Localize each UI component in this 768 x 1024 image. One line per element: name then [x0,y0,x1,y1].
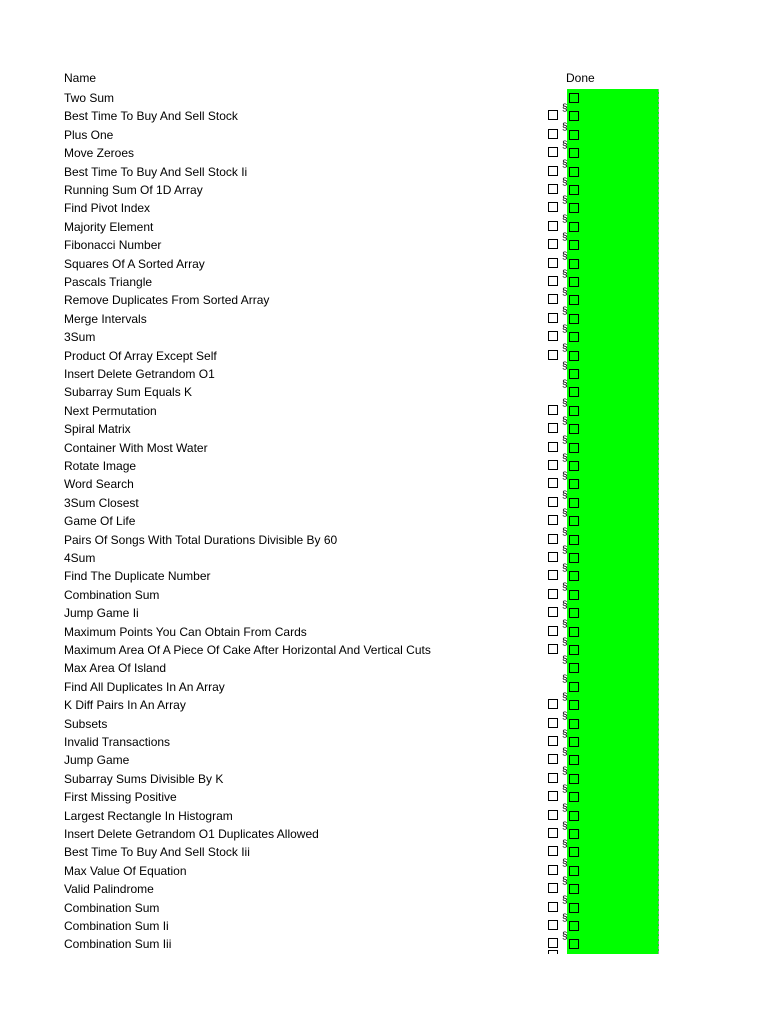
link-anchor-icon: § [562,140,568,152]
link-anchor-icon: § [562,913,568,924]
list-item [0,876,768,898]
problem-name: Best Time To Buy And Sell Stock Ii [64,164,248,179]
row-checkbox[interactable] [548,736,558,746]
list-item [0,250,768,273]
link-anchor-icon: § [562,876,568,888]
list-item [0,821,768,843]
done-checkbox[interactable] [569,921,579,931]
link-anchor-icon: § [562,545,568,556]
problem-name: Maximum Points You Can Obtain From Cards [64,624,307,639]
done-checkbox[interactable] [569,222,579,232]
link-anchor-icon: § [562,195,568,207]
name-column-header: Name [64,71,97,85]
list-item [0,471,768,493]
row-checkbox[interactable] [548,442,558,452]
list-item [0,655,768,677]
list-item [0,729,768,751]
list-item [0,397,768,420]
link-anchor-icon: § [562,508,568,520]
row-checkbox[interactable] [548,718,558,728]
row-checkbox[interactable] [548,846,558,856]
done-checkbox[interactable] [569,148,579,158]
link-anchor-icon: § [562,213,568,225]
problem-name: Best Time To Buy And Sell Stock [64,109,238,124]
row-checkbox[interactable] [548,552,558,562]
problem-name: Insert Delete Getrandom O1 [64,367,215,381]
cut-off-checkbox [548,950,558,954]
link-anchor-icon: § [562,232,568,244]
link-anchor-icon: § [562,526,568,538]
list-item [0,710,768,733]
list-item [0,857,768,880]
list-item [0,232,768,254]
done-checkbox[interactable] [569,387,579,397]
row-checkbox[interactable] [548,570,558,580]
row-checkbox[interactable] [548,405,558,415]
problem-name: Jump Game Ii [64,606,139,621]
link-anchor-icon: § [562,637,568,648]
problem-name: Subarray Sums Divisible By K [64,771,224,786]
done-checkbox[interactable] [569,903,579,913]
list-item [0,269,768,291]
problem-name: Game Of Life [64,514,136,529]
row-checkbox[interactable] [548,331,558,341]
row-checkbox[interactable] [548,350,558,360]
link-anchor-icon: § [562,416,568,428]
row-checkbox[interactable] [548,626,558,636]
problem-name: Combination Sum Ii [64,919,169,933]
list-item [0,802,768,825]
done-checkbox[interactable] [569,240,579,250]
row-checkbox[interactable] [548,773,558,783]
list-item [0,121,768,144]
row-checkbox[interactable] [548,883,558,893]
link-anchor-icon: § [562,710,568,722]
done-checkbox[interactable] [569,608,579,618]
link-anchor-icon: § [562,471,568,483]
list-item [0,453,768,475]
list-item [0,379,768,401]
done-checkbox[interactable] [569,259,579,269]
link-anchor-icon: § [562,121,568,133]
problem-name: Spiral Matrix [64,422,131,437]
link-anchor-icon: § [562,655,568,667]
problem-name: Majority Element [64,219,154,234]
link-anchor-icon: § [562,305,568,317]
row-checkbox[interactable] [548,294,558,304]
list-item [0,416,768,438]
problem-name: Container With Most Water [64,440,208,455]
problem-name: Max Area Of Island [64,661,167,676]
link-anchor-icon: § [562,802,568,814]
done-checkbox[interactable] [569,663,579,673]
row-checkbox[interactable] [548,938,558,948]
row-checkbox[interactable] [548,221,558,231]
link-anchor-icon: § [562,324,568,336]
link-anchor-icon: § [562,600,568,612]
link-anchor-icon: § [562,729,568,740]
list-item [0,434,768,457]
problem-name: First Missing Positive [64,790,177,805]
problem-name: Fibonacci Number [64,238,162,253]
row-checkbox[interactable] [548,147,558,157]
list-item [0,177,768,199]
problem-name: Merge Intervals [64,311,147,326]
list-item [0,158,768,181]
list-item [0,618,768,641]
row-checkbox[interactable] [548,460,558,470]
row-checkbox[interactable] [548,810,558,820]
row-checkbox[interactable] [548,184,558,194]
list-item [0,508,768,530]
done-checkbox[interactable] [569,590,579,600]
row-checkbox[interactable] [548,828,558,838]
done-checkbox[interactable] [569,811,579,821]
done-checkbox[interactable] [569,719,579,729]
done-checkbox[interactable] [569,866,579,876]
link-anchor-icon: § [562,434,568,446]
problem-name: Max Value Of Equation [64,863,187,878]
list-item [0,581,768,604]
problem-name: Running Sum Of 1D Array [64,183,203,197]
problem-name: K Diff Pairs In An Array [64,698,186,713]
problem-name: Move Zeroes [64,146,135,161]
link-anchor-icon: § [562,673,568,685]
link-anchor-icon: § [562,747,568,759]
problem-name: Find The Duplicate Number [64,569,211,584]
list-item [0,563,768,585]
done-checkbox[interactable] [569,314,579,324]
row-checkbox[interactable] [548,607,558,617]
list-item [0,324,768,346]
done-checkbox[interactable] [569,93,579,103]
row-checkbox[interactable] [548,644,558,654]
problem-name: Pascals Triangle [64,275,153,289]
link-anchor-icon: § [562,821,568,832]
problem-name: 4Sum [64,551,96,565]
link-anchor-icon: § [562,784,568,796]
link-anchor-icon: § [562,618,568,630]
done-checkbox[interactable] [569,792,579,802]
link-anchor-icon: § [562,563,568,575]
done-checkbox[interactable] [569,277,579,287]
done-checkbox[interactable] [569,203,579,213]
problem-name: Largest Rectangle In Histogram [64,808,233,823]
problem-name: Next Permutation [64,403,157,418]
done-checkbox[interactable] [569,516,579,526]
row-checkbox[interactable] [548,258,558,268]
link-anchor-icon: § [562,453,568,464]
row-checkbox[interactable] [548,534,558,544]
list-item [0,89,768,107]
row-checkbox[interactable] [548,497,558,507]
row-checkbox[interactable] [548,754,558,764]
row-checkbox[interactable] [548,202,558,212]
done-checkbox[interactable] [569,682,579,692]
done-checkbox[interactable] [569,424,579,434]
problem-name: 3Sum [64,330,96,345]
done-checkbox[interactable] [569,185,579,195]
problem-name: 3Sum Closest [64,495,139,510]
list-item [0,526,768,549]
link-anchor-icon: § [562,177,568,188]
problem-name: Word Search [64,477,134,492]
problem-name: Squares Of A Sorted Array [64,256,205,271]
list-item [0,784,768,806]
problem-name: Find All Duplicates In An Array [64,679,225,694]
link-anchor-icon: § [562,342,568,354]
done-checkbox[interactable] [569,130,579,140]
done-checkbox[interactable] [569,553,579,563]
link-anchor-icon: § [562,931,568,943]
link-anchor-icon: § [562,839,568,851]
list-item [0,545,768,567]
link-anchor-icon: § [562,379,568,391]
row-checkbox[interactable] [548,699,558,709]
list-item [0,839,768,861]
problem-name: Maximum Area Of A Piece Of Cake After Horizontal And Vertical Cuts [64,643,431,657]
done-checkbox[interactable] [569,571,579,581]
row-checkbox[interactable] [548,920,558,930]
problem-name: Two Sum [64,91,115,105]
problem-name: Invalid Transactions [64,735,171,749]
done-checkbox[interactable] [569,884,579,894]
link-anchor-icon: § [562,250,568,262]
done-checkbox[interactable] [569,369,579,379]
done-checkbox[interactable] [569,755,579,765]
row-checkbox[interactable] [548,902,558,912]
link-anchor-icon: § [562,581,568,593]
link-anchor-icon: § [562,397,568,409]
list-item [0,894,768,917]
problem-name: Rotate Image [64,459,137,473]
done-checkbox[interactable] [569,535,579,545]
done-checkbox[interactable] [569,498,579,508]
row-checkbox[interactable] [548,515,558,525]
list-item [0,931,768,953]
row-checkbox[interactable] [548,313,558,323]
problem-name: Combination Sum [64,587,160,602]
list-item [0,213,768,236]
problem-name: Subarray Sum Equals K [64,385,193,400]
done-checkbox[interactable] [569,351,579,361]
link-anchor-icon: § [562,158,568,170]
done-checkbox[interactable] [569,167,579,177]
done-checkbox[interactable] [569,829,579,839]
list-item [0,765,768,788]
problem-name: Find Pivot Index [64,201,151,216]
done-checkbox[interactable] [569,332,579,342]
link-anchor-icon: § [562,765,568,777]
list-item [0,287,768,309]
link-anchor-icon: § [562,489,568,501]
done-checkbox[interactable] [569,295,579,305]
problem-name: Combination Sum [64,900,160,915]
done-checkbox[interactable] [569,443,579,453]
list-item [0,692,768,714]
row-checkbox[interactable] [548,239,558,249]
row-checkbox[interactable] [548,129,558,139]
list-item [0,103,768,125]
done-checkbox[interactable] [569,939,579,949]
list-item [0,747,768,769]
done-checkbox[interactable] [569,406,579,416]
link-anchor-icon: § [562,857,568,869]
row-checkbox[interactable] [548,423,558,433]
done-column-header: Done [566,71,595,85]
list-item [0,489,768,512]
list-item [0,305,768,328]
link-anchor-icon: § [562,361,568,372]
list-item [0,195,768,217]
row-checkbox[interactable] [548,791,558,801]
done-checkbox[interactable] [569,111,579,121]
row-checkbox[interactable] [548,110,558,120]
problem-name: Combination Sum Iii [64,937,172,952]
list-item [0,140,768,162]
list-item [0,361,768,383]
link-anchor-icon: § [562,103,568,115]
link-anchor-icon: § [562,894,568,906]
row-checkbox[interactable] [548,865,558,875]
problem-name: Remove Duplicates From Sorted Array [64,293,270,308]
list-item [0,637,768,659]
problem-name: Product Of Array Except Self [64,348,217,363]
problem-name: Best Time To Buy And Sell Stock Iii [64,845,250,860]
problem-name: Jump Game [64,753,130,768]
link-anchor-icon: § [562,269,568,280]
problem-name: Subsets [64,716,108,731]
done-checkbox[interactable] [569,479,579,489]
row-checkbox[interactable] [548,478,558,488]
problem-name: Insert Delete Getrandom O1 Duplicates Allowed [64,827,319,841]
link-anchor-icon: § [562,287,568,299]
done-checkbox[interactable] [569,700,579,710]
link-anchor-icon: § [562,692,568,704]
list-item [0,913,768,935]
done-checkbox[interactable] [569,645,579,655]
problem-name: Pairs Of Songs With Total Durations Divisible By 60 [64,532,338,547]
row-checkbox[interactable] [548,276,558,286]
list-item [0,673,768,696]
done-checkbox[interactable] [569,461,579,471]
done-checkbox[interactable] [569,627,579,637]
done-checkbox[interactable] [569,847,579,857]
list-item [0,342,768,365]
row-checkbox[interactable] [548,589,558,599]
problem-name: Plus One [64,127,114,142]
done-checkbox[interactable] [569,774,579,784]
list-item [0,600,768,622]
problem-name: Valid Palindrome [64,882,154,897]
done-checkbox[interactable] [569,737,579,747]
row-checkbox[interactable] [548,166,558,176]
